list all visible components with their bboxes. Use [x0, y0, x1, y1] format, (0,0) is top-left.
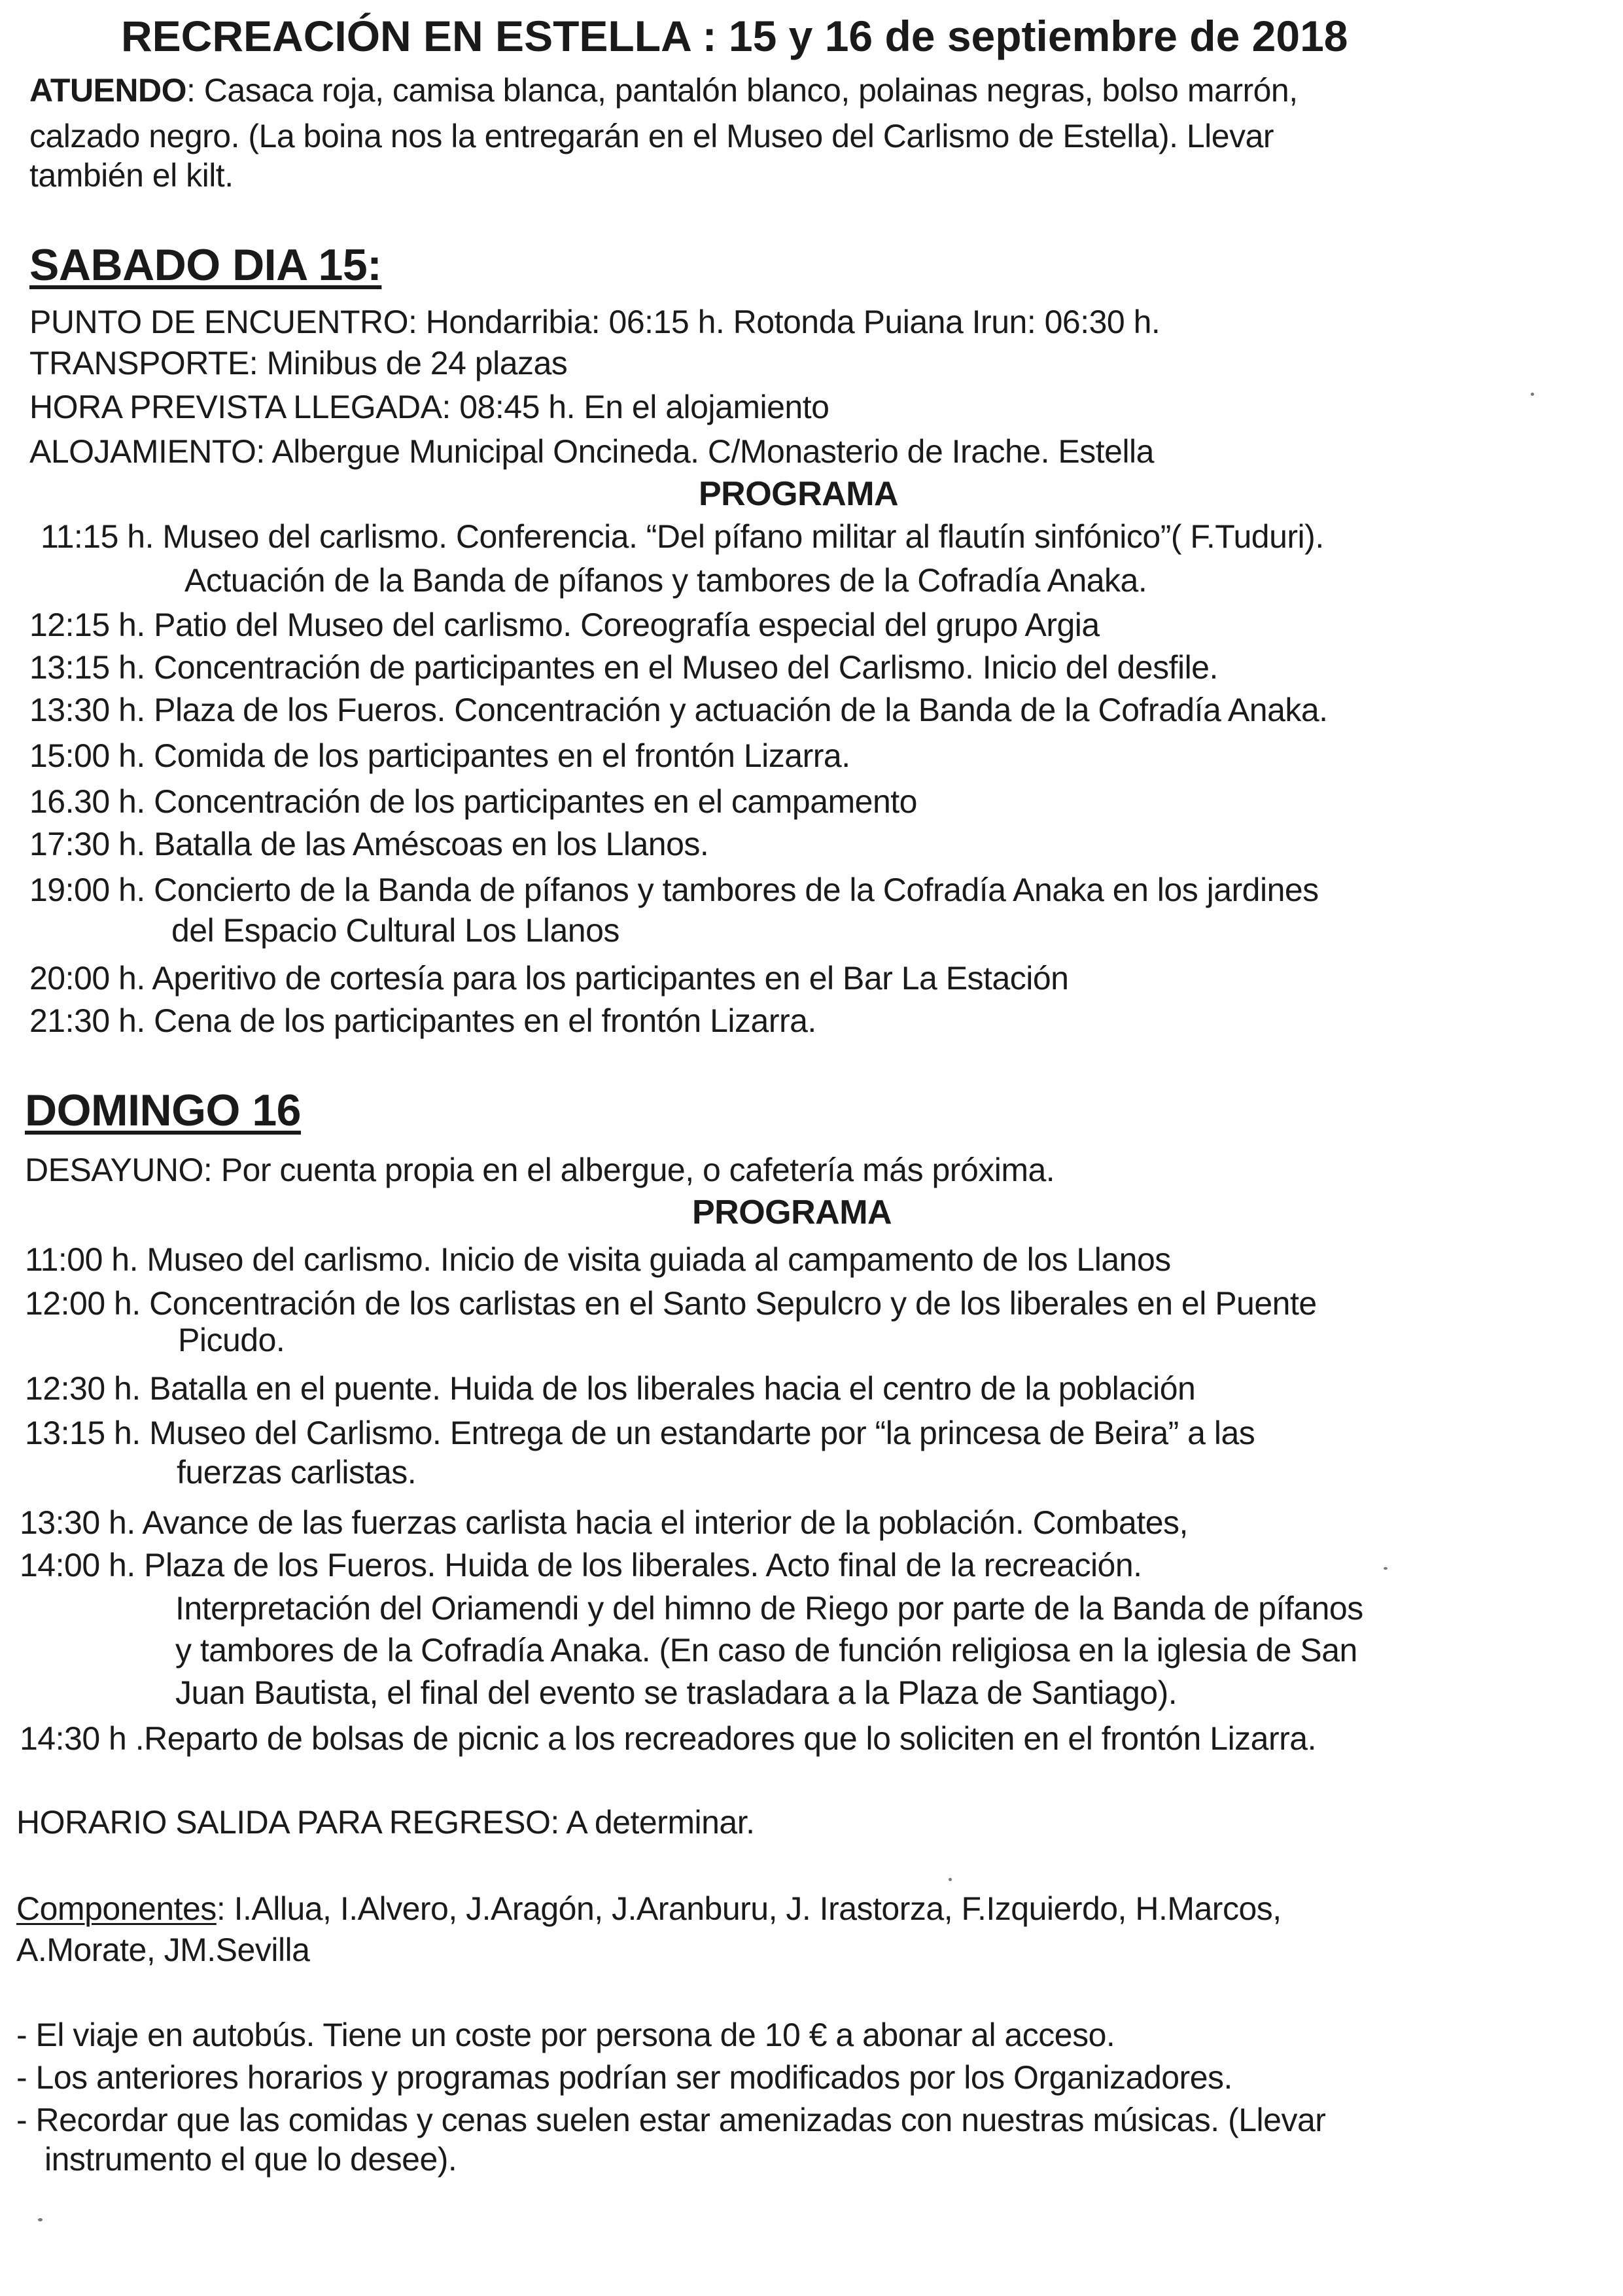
note-item-continued: instrumento el que lo desee).	[44, 2141, 457, 2178]
attire-line-2: calzado negro. (La boina nos la entregarán en el Museo del Carlismo de Estella). Llevar	[29, 118, 1274, 154]
saturday-event: 16.30 h. Concentración de los participantes en el campamento	[29, 783, 917, 820]
sunday-event: 14:00 h. Plaza de los Fueros. Huida de los liberales. Acto final de la recreación.	[20, 1547, 1142, 1583]
saturday-event: 13:30 h. Plaza de los Fueros. Concentración y actuación de la Banda de la Cofradía Anaka.	[29, 692, 1328, 728]
sunday-event: 13:15 h. Museo del Carlismo. Entrega de un estandarte por “la princesa de Beira” a las	[25, 1415, 1255, 1451]
note-item: - El viaje en autobús. Tiene un coste por persona de 10 € a abonar al acceso.	[16, 2017, 1115, 2053]
attire-line-3: también el kilt.	[29, 157, 234, 194]
components-line-1	[16, 1889, 1282, 1928]
components-text-1: : I.Allua, I.Alvero, J.Aragón, J.Aranburu, J. Irastorza, F.Izquierdo, H.Marcos,	[216, 1890, 1282, 1927]
components-line-2: A.Morate, JM.Sevilla	[16, 1932, 310, 1968]
saturday-event-continued: Actuación de la Banda de pífanos y tambores de la Cofradía Anaka.	[184, 562, 1147, 599]
document-title: RECREACIÓN EN ESTELLA : 15 y 16 de septiembre de 2018	[121, 12, 1348, 60]
scan-speck	[1384, 1567, 1387, 1570]
saturday-event: 12:15 h. Patio del Museo del carlismo. Coreografía especial del grupo Argia	[29, 607, 1100, 643]
sunday-event: 11:00 h. Museo del carlismo. Inicio de visita guiada al campamento de los Llanos	[25, 1241, 1171, 1278]
sunday-program-label: PROGRAMA	[692, 1193, 892, 1231]
saturday-lodging: ALOJAMIENTO: Albergue Municipal Oncineda. C/Monasterio de Irache. Estella	[29, 433, 1154, 470]
saturday-event: 21:30 h. Cena de los participantes en el frontón Lizarra.	[29, 1002, 816, 1039]
saturday-event: 19:00 h. Concierto de la Banda de pífanos y tambores de la Cofradía Anaka en los jardines	[29, 872, 1319, 908]
saturday-arrival: HORA PREVISTA LLEGADA: 08:45 h. En el alojamiento	[29, 389, 829, 425]
scan-speck	[949, 1878, 952, 1881]
sunday-event-continued: fuerzas carlistas.	[177, 1454, 417, 1491]
attire-line-1	[29, 71, 1298, 110]
saturday-heading: SABADO DIA 15:	[29, 240, 382, 290]
scan-speck	[38, 2218, 43, 2221]
sunday-event: 14:30 h .Reparto de bolsas de picnic a los recreadores que lo soliciten en el frontón Lizarra.	[20, 1720, 1316, 1757]
attire-label: ATUENDO	[29, 72, 187, 109]
saturday-event: 11:15 h. Museo del carlismo. Conferencia. “Del pífano militar al flautín sinfónico”( F.Tuduri).	[41, 518, 1324, 555]
note-item: - Recordar que las comidas y cenas suelen estar amenizadas con nuestras músicas. (Llevar	[16, 2102, 1326, 2138]
sunday-event-continued: Picudo.	[178, 1322, 285, 1358]
sunday-event: 13:30 h. Avance de las fuerzas carlista hacia el interior de la población. Combates,	[20, 1504, 1188, 1541]
sunday-heading: DOMINGO 16	[25, 1086, 301, 1135]
saturday-event: 17:30 h. Batalla de las Améscoas en los Llanos.	[29, 826, 709, 862]
saturday-event: 20:00 h. Aperitivo de cortesía para los participantes en el Bar La Estación	[29, 960, 1069, 997]
sunday-event-continued: y tambores de la Cofradía Anaka. (En caso de función religiosa en la iglesia de San	[175, 1632, 1357, 1669]
return-schedule: HORARIO SALIDA PARA REGRESO: A determinar.	[16, 1804, 755, 1841]
saturday-event: 15:00 h. Comida de los participantes en el frontón Lizarra.	[29, 737, 850, 774]
saturday-event: 13:15 h. Concentración de participantes en el Museo del Carlismo. Inicio del desfile.	[29, 649, 1218, 686]
sunday-event-continued: Interpretación del Oriamendi y del himno de Riego por parte de la Banda de pífanos	[175, 1590, 1363, 1627]
sunday-event: 12:00 h. Concentración de los carlistas en el Santo Sepulcro y de los liberales en el Puente	[25, 1285, 1317, 1322]
saturday-meeting-point: PUNTO DE ENCUENTRO: Hondarribia: 06:15 h. Rotonda Puiana Irun: 06:30 h.	[29, 304, 1161, 340]
components-label: Componentes	[16, 1890, 217, 1927]
sunday-event-continued: Juan Bautista, el final del evento se trasladara a la Plaza de Santiago).	[175, 1674, 1178, 1711]
note-item: - Los anteriores horarios y programas podrían ser modificados por los Organizadores.	[16, 2059, 1232, 2096]
sunday-event: 12:30 h. Batalla en el puente. Huida de los liberales hacia el centro de la población	[25, 1370, 1196, 1407]
saturday-program-label: PROGRAMA	[699, 475, 899, 513]
attire-text-1: : Casaca roja, camisa blanca, pantalón blanco, polainas negras, bolso marrón,	[186, 72, 1298, 109]
saturday-event-continued: del Espacio Cultural Los Llanos	[171, 912, 620, 949]
sunday-breakfast: DESAYUNO: Por cuenta propia en el albergue, o cafetería más próxima.	[25, 1152, 1055, 1188]
saturday-transport: TRANSPORTE: Minibus de 24 plazas	[29, 345, 568, 381]
scan-speck	[1531, 393, 1534, 396]
